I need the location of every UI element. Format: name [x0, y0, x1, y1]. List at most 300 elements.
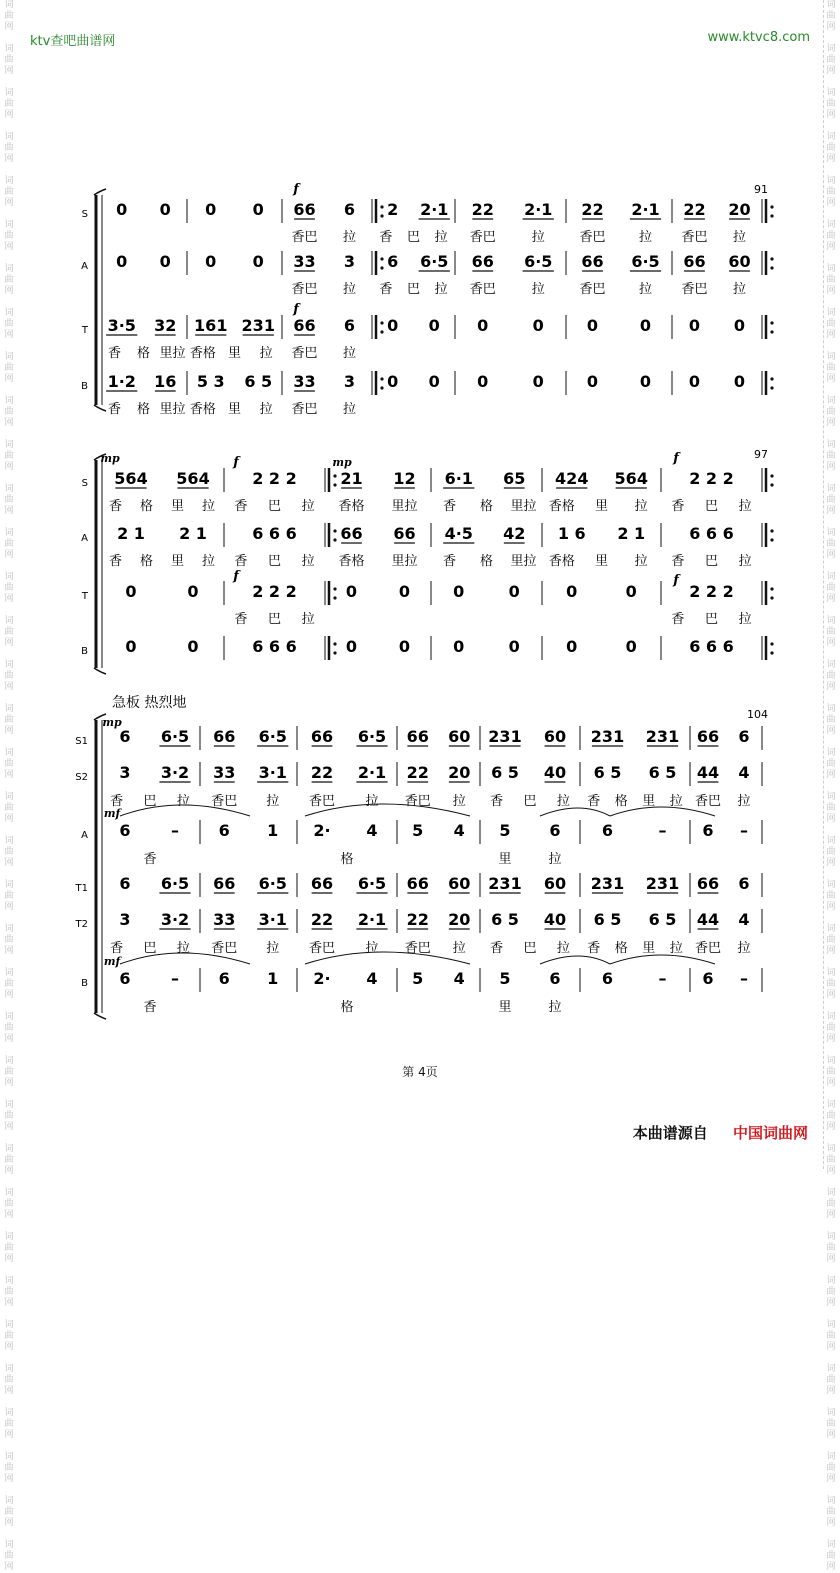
- lyric-syllable: 香巴: [579, 282, 606, 297]
- note-group: 0: [586, 316, 599, 335]
- note-group: 22: [310, 910, 334, 929]
- lyric-syllable: 拉: [669, 941, 683, 956]
- footer-source: 本曲谱源自: [632, 1124, 708, 1142]
- watermark-right: 词 曲 网 词 曲 网 词 曲 网 词 曲 网 词 曲 网 词 曲 网 词 曲 网 词 曲 网 词 曲 网 词 曲 网 词 曲 网 词 曲 网 词 曲 网 词 曲 网 词 曲 网 词 曲 网 词 曲 网 词 曲 网 词 曲 网 词 曲 网 词 曲 网 词 曲 网 词 曲 网 词 曲 网 词 曲 网 词 曲 网 词 曲 网 词 曲 网 词 曲 网 词 曲 网 词 曲 网 词 曲 网 词 曲 网 词 曲 网 词 曲 网 词 曲 网: [826, 0, 836, 1572]
- part-label: S: [81, 478, 88, 489]
- lyric-syllable: 拉: [342, 230, 357, 245]
- lyric-syllable: 拉: [301, 612, 315, 627]
- note-group: 66: [293, 316, 316, 335]
- note-group: 2·1: [357, 763, 387, 782]
- note-group: 6 5: [244, 372, 273, 391]
- repeat-dot: [770, 538, 773, 541]
- lyric-syllable: 香巴: [308, 941, 336, 956]
- note-group: 0: [625, 637, 637, 656]
- lyric-syllable: 拉: [669, 794, 683, 809]
- note-group: 2·1: [420, 200, 449, 219]
- note-group: 5: [412, 821, 424, 840]
- note-group: 4: [738, 763, 750, 782]
- lyric-syllable: 拉: [434, 230, 448, 245]
- note-group: 33: [213, 763, 236, 782]
- note-group: 0: [532, 316, 544, 335]
- note-group: 6: [601, 821, 614, 840]
- dynamic-mp: mp: [102, 716, 122, 729]
- lyric-syllable: 拉: [548, 1000, 562, 1015]
- note-group: 0: [159, 200, 171, 219]
- note-group: 6: [549, 821, 561, 840]
- lyric-syllable: 拉: [301, 554, 315, 569]
- note-group: 6 5: [648, 763, 677, 782]
- lyric-syllable: 香格: [189, 346, 216, 361]
- lyric-syllable: 格: [614, 941, 628, 956]
- note-group: 2 1: [179, 524, 207, 543]
- repeat-dot: [770, 205, 773, 208]
- lyric-syllable: 香: [108, 499, 123, 514]
- note-group: 66: [213, 727, 236, 746]
- note-group: 66: [406, 874, 429, 893]
- part-label: S1: [75, 736, 88, 747]
- note-group: 0: [733, 372, 746, 391]
- note-group: 1: [267, 821, 279, 840]
- note-group: 66: [213, 874, 236, 893]
- lyric-syllable: 巴: [704, 554, 719, 569]
- lyric-syllable: 格: [479, 554, 494, 569]
- note-group: 0: [252, 200, 264, 219]
- note-group: 0: [205, 252, 217, 271]
- tempo-mark: 急板 热烈地: [112, 695, 187, 711]
- lyric-syllable: 巴: [267, 612, 282, 627]
- lyric-syllable: 拉: [201, 554, 216, 569]
- lyric-syllable: 香: [110, 794, 124, 809]
- note-group: 6: [119, 821, 131, 840]
- repeat-dot: [770, 321, 773, 324]
- lyric-syllable: 香格: [548, 554, 575, 569]
- note-group: 6: [549, 969, 561, 988]
- footer: [633, 1122, 808, 1143]
- repeat-dot: [333, 538, 336, 541]
- watermark-left: 词 曲 网 词 曲 网 词 曲 网 词 曲 网 词 曲 网 词 曲 网 词 曲 网 词 曲 网 词 曲 网 词 曲 网 词 曲 网 词 曲 网 词 曲 网 词 曲 网 词 曲 网 词 曲 网 词 曲 网 词 曲 网 词 曲 网 词 曲 网 词 曲 网 词 曲 网 词 曲 网 词 曲 网 词 曲 网 词 曲 网 词 曲 网 词 曲 网 词 曲 网 词 曲 网 词 曲 网 词 曲 网 词 曲 网 词 曲 网 词 曲 网 词 曲 网: [4, 0, 14, 1572]
- lyric-syllable: 里拉: [391, 499, 418, 514]
- note-group: 2: [387, 200, 399, 219]
- lyric-syllable: 巴: [406, 282, 421, 297]
- bracket-cap: [94, 189, 106, 195]
- repeat-dot: [770, 596, 773, 599]
- note-group: 0: [398, 582, 411, 601]
- repeat-dot: [770, 386, 773, 389]
- part-label: A: [81, 533, 88, 544]
- lyric-syllable: 拉: [342, 282, 357, 297]
- note-group: 0: [159, 252, 171, 271]
- note-group: 0: [688, 372, 701, 391]
- lyric-syllable: 拉: [737, 941, 751, 956]
- note-group: 6: [702, 821, 714, 840]
- note-group: 22: [406, 763, 429, 782]
- note-group: 0: [116, 200, 128, 219]
- note-group: 0: [345, 582, 358, 601]
- note-group: 2 1: [617, 524, 646, 543]
- note-group: 3·2: [160, 763, 190, 782]
- note-group: 2·: [313, 821, 331, 840]
- note-group: 22: [406, 910, 429, 929]
- note-group: 33: [213, 910, 236, 929]
- repeat-dot: [333, 587, 336, 590]
- lyric-syllable: 拉: [259, 346, 273, 361]
- lyric-syllable: 香: [587, 794, 601, 809]
- lyric-syllable: 香: [442, 499, 457, 514]
- lyric-syllable: 香: [379, 282, 393, 297]
- note-group: 0: [639, 316, 652, 335]
- note-group: 4: [366, 969, 378, 988]
- footer-site[interactable]: 中国词曲网: [732, 1124, 808, 1142]
- note-group: 0: [116, 252, 128, 271]
- note-group: 22: [471, 200, 494, 219]
- repeat-dot: [770, 651, 773, 654]
- lyric-syllable: 拉: [259, 402, 273, 417]
- lyric-syllable: 香格: [338, 554, 365, 569]
- note-group: 5: [499, 969, 511, 988]
- note-group: 22: [683, 200, 706, 219]
- slur: [540, 808, 610, 816]
- note-group: 3·5: [107, 316, 136, 335]
- note-group: 0: [477, 316, 489, 335]
- part-label: A: [81, 261, 88, 272]
- note-group: 66: [293, 200, 316, 219]
- note-group: 0: [125, 637, 137, 656]
- note-group: 6·5: [258, 727, 287, 746]
- lyric-syllable: 拉: [452, 794, 466, 809]
- note-group: 16: [154, 372, 177, 391]
- note-group: 60: [728, 252, 751, 271]
- lyric-syllable: 拉: [738, 499, 752, 514]
- note-group: 4: [366, 821, 378, 840]
- lyric-syllable: 香: [379, 230, 393, 245]
- lyric-syllable: 拉: [301, 499, 315, 514]
- note-group: 0: [639, 372, 652, 391]
- note-group: 6 6 6: [689, 637, 734, 656]
- lyric-syllable: 香: [490, 794, 504, 809]
- repeat-dot: [333, 483, 336, 486]
- note-group: 3: [119, 763, 131, 782]
- note-group: 0: [398, 637, 411, 656]
- lyric-syllable: 香: [671, 499, 685, 514]
- part-label: B: [81, 646, 88, 657]
- note-group: 20: [448, 910, 471, 929]
- note-group: 40: [543, 910, 567, 929]
- note-group: 20: [448, 763, 471, 782]
- dynamic-f: f: [233, 569, 239, 584]
- note-group: 60: [448, 727, 471, 746]
- lyric-syllable: 拉: [266, 794, 280, 809]
- lyric-syllable: 香巴: [694, 941, 722, 956]
- note-group: 66: [393, 524, 416, 543]
- note-group: 33: [293, 252, 316, 271]
- lyric-syllable: 拉: [738, 554, 752, 569]
- lyric-syllable: 香: [490, 941, 504, 956]
- slur: [610, 955, 715, 964]
- repeat-dot: [333, 642, 336, 645]
- lyric-syllable: 拉: [365, 794, 379, 809]
- note-group: 2 2 2: [689, 582, 734, 601]
- note-group: 231: [488, 874, 522, 893]
- lyric-syllable: 里拉: [159, 346, 186, 361]
- lyric-syllable: 拉: [201, 499, 216, 514]
- lyric-syllable: 拉: [732, 230, 747, 245]
- note-group: 564: [176, 469, 210, 488]
- lyric-syllable: 香巴: [694, 794, 722, 809]
- lyric-syllable: 巴: [704, 612, 719, 627]
- note-group: 2 2 2: [252, 582, 297, 601]
- note-group: 32: [154, 316, 177, 335]
- lyric-syllable: 香: [234, 612, 248, 627]
- note-group: 6·1: [444, 469, 473, 488]
- note-group: 66: [406, 727, 429, 746]
- note-group: 6 5: [491, 763, 519, 782]
- note-group: 0: [428, 316, 440, 335]
- note-group: 0: [205, 200, 217, 219]
- note-group: 21: [340, 469, 363, 488]
- repeat-dot: [770, 266, 773, 269]
- note-group: 0: [508, 582, 520, 601]
- note-group: 60: [543, 874, 567, 893]
- measure-number: 97: [754, 448, 768, 461]
- lyric-syllable: 香格: [548, 499, 575, 514]
- lyric-syllable: 香: [671, 612, 685, 627]
- note-group: 0: [532, 372, 544, 391]
- repeat-dot: [333, 474, 336, 477]
- lyric-syllable: 拉: [556, 941, 570, 956]
- note-group: 6: [218, 969, 230, 988]
- lyric-syllable: 香巴: [681, 230, 708, 245]
- note-group: 4: [453, 821, 465, 840]
- note-group: 0: [125, 582, 137, 601]
- lyric-syllable: 巴: [406, 230, 421, 245]
- part-label: S: [81, 209, 88, 220]
- note-group: 0: [453, 637, 465, 656]
- note-group: 5: [412, 969, 424, 988]
- note-group: 1·2: [107, 372, 136, 391]
- note-group: 0: [453, 582, 465, 601]
- note-group: 42: [503, 524, 526, 543]
- lyric-syllable: 拉: [365, 941, 379, 956]
- lyric-syllable: 香: [108, 554, 123, 569]
- note-group: 6: [343, 200, 356, 219]
- note-group: 66: [340, 524, 363, 543]
- note-group: 66: [581, 252, 604, 271]
- lyric-syllable: 里: [642, 794, 656, 809]
- repeat-dot: [770, 587, 773, 590]
- lyric-syllable: 拉: [531, 230, 545, 245]
- dynamic-f: f: [233, 455, 239, 470]
- dynamic-mf: mf: [103, 955, 121, 968]
- lyric-syllable: 香巴: [291, 346, 318, 361]
- lyric-syllable: 里: [170, 554, 185, 569]
- lyric-syllable: 香巴: [469, 282, 496, 297]
- lyric-syllable: 里: [498, 1000, 512, 1015]
- note-group: 66: [683, 252, 706, 271]
- repeat-dot: [380, 214, 383, 217]
- part-label: B: [81, 978, 88, 989]
- note-group: 6·5: [420, 252, 449, 271]
- repeat-dot: [333, 529, 336, 532]
- note-group: 3·1: [258, 910, 287, 929]
- note-group: 2 1: [117, 524, 145, 543]
- lyric-syllable: 拉: [531, 282, 545, 297]
- note-group: 0: [345, 637, 358, 656]
- lyric-syllable: 拉: [548, 852, 562, 867]
- note-group: 66: [696, 727, 720, 746]
- note-group: 1: [267, 969, 279, 988]
- note-group: 22: [581, 200, 604, 219]
- lyric-syllable: 香: [442, 554, 457, 569]
- note-group: 0: [387, 372, 399, 391]
- note-group: 12: [393, 469, 416, 488]
- note-group: 2 2 2: [689, 469, 734, 488]
- lyric-syllable: 里: [227, 402, 242, 417]
- dynamic-mf: mf: [103, 807, 121, 820]
- lyric-syllable: 香巴: [211, 941, 238, 956]
- note-group: 0: [187, 582, 199, 601]
- note-group: 6·5: [258, 874, 287, 893]
- note-group: 0: [733, 316, 746, 335]
- note-group: –: [171, 821, 179, 840]
- lyric-syllable: 拉: [452, 941, 466, 956]
- dynamic-mp: mp: [100, 452, 120, 465]
- note-group: 6 5: [593, 763, 622, 782]
- repeat-dot: [380, 266, 383, 269]
- lyric-syllable: 香巴: [681, 282, 708, 297]
- lyric-syllable: 格: [340, 852, 354, 867]
- lyric-syllable: 香: [234, 554, 248, 569]
- note-group: 5: [499, 821, 511, 840]
- repeat-dot: [770, 529, 773, 532]
- lyric-syllable: 拉: [634, 499, 648, 514]
- lyric-syllable: 香: [587, 941, 601, 956]
- part-label: A: [81, 830, 88, 841]
- lyric-syllable: 香巴: [469, 230, 496, 245]
- page-number: 第 4页: [402, 1065, 438, 1079]
- repeat-dot: [380, 205, 383, 208]
- lyric-syllable: 拉: [638, 282, 653, 297]
- lyric-syllable: 里: [594, 499, 609, 514]
- note-group: 66: [471, 252, 494, 271]
- note-group: 0: [428, 372, 440, 391]
- note-group: 0: [508, 637, 520, 656]
- dynamic-f: f: [293, 302, 299, 317]
- repeat-dot: [770, 483, 773, 486]
- note-group: 6: [119, 874, 131, 893]
- lyric-syllable: 里拉: [159, 402, 186, 417]
- site-name-left: ktv查吧曲谱网: [30, 34, 116, 49]
- measure-number: 91: [754, 183, 768, 196]
- repeat-dot: [770, 474, 773, 477]
- lyric-syllable: 巴: [267, 554, 282, 569]
- dynamic-f: f: [673, 451, 679, 466]
- lyric-syllable: 香巴: [291, 282, 318, 297]
- note-group: 66: [696, 874, 720, 893]
- note-group: 1 6: [557, 524, 586, 543]
- note-group: 66: [310, 727, 334, 746]
- lyric-syllable: 香巴: [211, 794, 238, 809]
- note-group: 0: [586, 372, 599, 391]
- lyric-syllable: 里拉: [391, 554, 418, 569]
- repeat-dot: [770, 257, 773, 260]
- lyric-syllable: 里: [170, 499, 185, 514]
- part-label: B: [81, 381, 88, 392]
- note-group: 6: [738, 727, 750, 746]
- lyric-syllable: 香: [110, 941, 124, 956]
- note-group: 6·5: [631, 252, 660, 271]
- note-group: 231: [241, 316, 275, 335]
- note-group: 6·5: [357, 874, 387, 893]
- lyric-syllable: 拉: [556, 794, 570, 809]
- part-label: T2: [75, 919, 88, 930]
- note-group: 6 5: [491, 910, 519, 929]
- note-group: 0: [187, 637, 199, 656]
- note-group: 65: [503, 469, 526, 488]
- dynamic-mp: mp: [332, 456, 352, 469]
- lyric-syllable: 拉: [738, 612, 752, 627]
- note-group: 6: [119, 969, 131, 988]
- note-group: 231: [645, 874, 680, 893]
- note-group: 40: [543, 763, 567, 782]
- note-group: 2·1: [357, 910, 387, 929]
- lyric-syllable: 香格: [189, 402, 216, 417]
- note-group: 60: [448, 874, 471, 893]
- lyric-syllable: 巴: [143, 794, 157, 809]
- note-group: 3·2: [160, 910, 190, 929]
- note-group: 0: [252, 252, 264, 271]
- lyric-syllable: 香: [143, 1000, 157, 1015]
- lyric-syllable: 香巴: [404, 941, 431, 956]
- repeat-dot: [333, 651, 336, 654]
- part-label: T1: [75, 883, 88, 894]
- note-group: 0: [566, 582, 578, 601]
- lyric-syllable: 拉: [342, 402, 357, 417]
- note-group: 2 2 2: [252, 469, 297, 488]
- lyric-syllable: 拉: [176, 794, 190, 809]
- lyric-syllable: 拉: [434, 282, 448, 297]
- note-group: –: [658, 969, 667, 988]
- note-group: 66: [310, 874, 334, 893]
- lyric-syllable: 格: [136, 346, 151, 361]
- note-group: 231: [488, 727, 522, 746]
- note-group: 6 6 6: [689, 524, 734, 543]
- note-group: 161: [194, 316, 228, 335]
- repeat-dot: [770, 642, 773, 645]
- lyric-syllable: 香格: [338, 499, 365, 514]
- lyric-syllable: 格: [139, 499, 154, 514]
- note-group: 0: [688, 316, 701, 335]
- note-group: 424: [555, 469, 589, 488]
- note-group: 0: [477, 372, 489, 391]
- part-label: T: [81, 325, 88, 336]
- note-group: 0: [387, 316, 399, 335]
- lyric-syllable: 巴: [143, 941, 157, 956]
- note-group: 6·5: [357, 727, 387, 746]
- part-label: S2: [75, 772, 88, 783]
- part-label: T: [81, 591, 88, 602]
- lyric-syllable: 香巴: [579, 230, 606, 245]
- lyric-syllable: 香巴: [291, 230, 318, 245]
- lyric-syllable: 里: [227, 346, 242, 361]
- lyric-syllable: 香: [234, 499, 248, 514]
- lyric-syllable: 里拉: [510, 499, 537, 514]
- dynamic-f: f: [673, 573, 679, 588]
- lyric-syllable: 巴: [704, 499, 719, 514]
- lyric-syllable: 格: [136, 402, 151, 417]
- repeat-dot: [380, 386, 383, 389]
- note-group: 44: [696, 763, 720, 782]
- note-group: 2·1: [524, 200, 553, 219]
